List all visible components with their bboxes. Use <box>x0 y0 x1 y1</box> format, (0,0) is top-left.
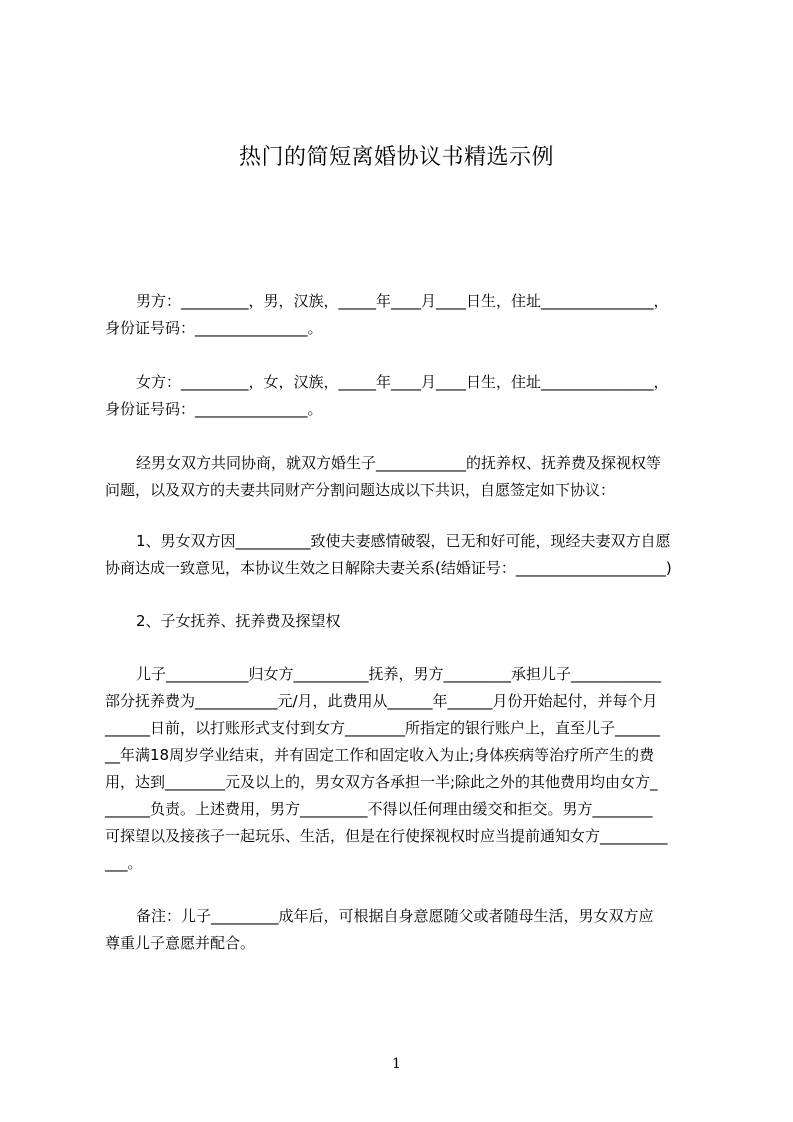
note-line-2: 尊重儿子意愿并配合。 <box>105 934 256 952</box>
clause2-line: ___。 <box>105 854 143 872</box>
husband-id-line: 身份证号码：_______________。 <box>105 319 323 337</box>
clause2-line: 用，达到________元及以上的，男女双方各承担一半;除此之外的其他费用均由女方_ <box>105 773 658 791</box>
document-title: 热门的简短离婚协议书精选示例 <box>238 145 554 170</box>
intro-line-2: 问题，以及双方的夫妻共同财产分割问题达成以下共识，自愿签定如下协议： <box>105 481 616 499</box>
page-number: 1 <box>392 1056 401 1072</box>
intro-line-1: 经男女双方共同协商，就双方婚生子____________的抚养权、抚养费及探视权等 <box>136 454 662 472</box>
clause2-heading: 2、子女抚养、抚养费及探望权 <box>136 612 341 630</box>
clause2-line: ______负责。上述费用，男方_________不得以任何理由缓交和拒交。男方________ <box>105 800 653 818</box>
clause2-line: 可探望以及接孩子一起玩乐、生活，但是在行使探视权时应当提前通知女方_________ <box>105 827 668 845</box>
husband-info-line-1: 男方：_________，男，汉族，_____年____月____日生，住址_______________， <box>136 292 669 310</box>
wife-id-line: 身份证号码：_______________。 <box>105 400 323 418</box>
wife-info-line-1: 女方：_________，女，汉族，_____年____月____日生，住址_______________， <box>136 373 669 391</box>
note-line-1: 备注：儿子_________成年后，可根据自身意愿随父或者随母生活，男女双方应 <box>136 907 654 925</box>
clause1-line-2: 协商达成一致意见，本协议生效之日解除夫妻关系(结婚证号：____________________) <box>105 559 672 577</box>
clause2-line: ______日前，以打账形式支付到女方________所指定的银行账户上，直至儿子______ <box>105 719 661 737</box>
clause2-line: __年满18周岁学业结束，并有固定工作和固定收入为止;身体疾病等治疗所产生的费 <box>105 746 655 764</box>
clause2-line: 儿子___________归女方__________抚养，男方_________承担儿子____________ <box>136 665 662 683</box>
clause2-line: 部分抚养费为___________元/月，此费用从______年______月份开始起付，并每个月 <box>105 692 658 710</box>
clause1-line-1: 1、男女双方因__________致使夫妻感情破裂，已无和好可能，现经夫妻双方自愿 <box>136 532 671 550</box>
